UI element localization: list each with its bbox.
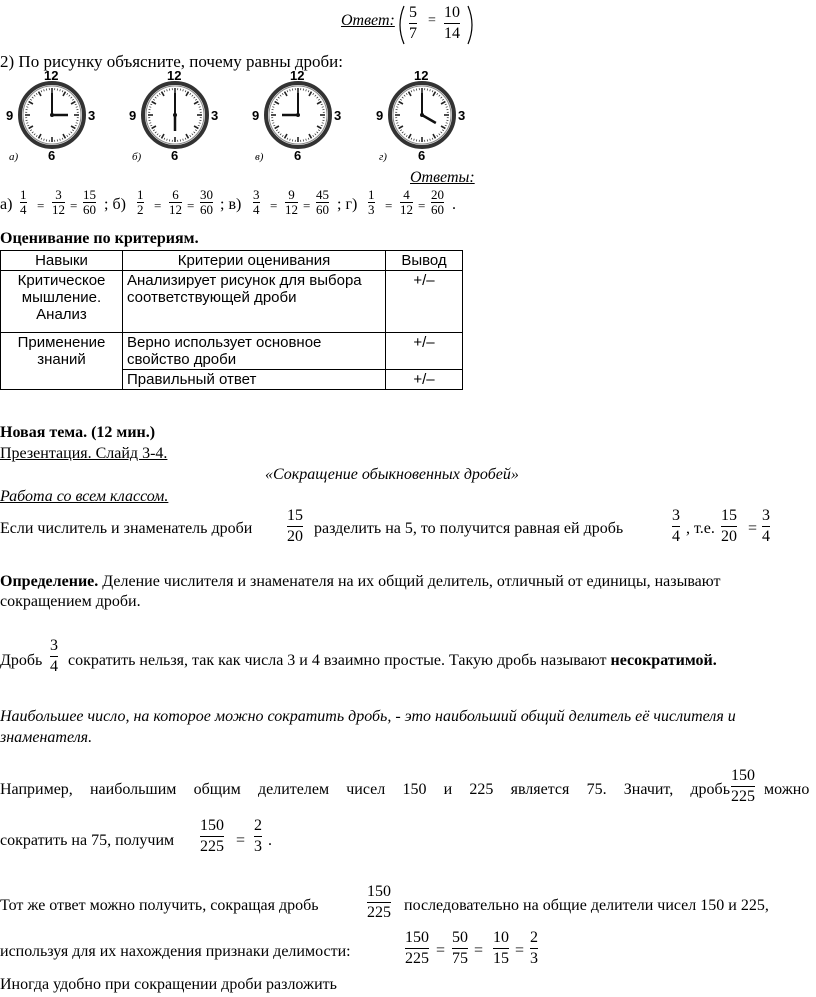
criteria-title: Оценивание по критериям. [0,230,199,247]
equals-sign: = [515,942,525,959]
p1-text-b: разделить на 5, то получится равная ей дробь [314,520,624,537]
period: . [452,196,456,213]
same-fraction: 150 225 [367,883,391,921]
clock-number: 3 [88,108,96,123]
table-cell: +/– [386,271,463,333]
answer-fraction [396,2,476,48]
answer-fraction: 3 4 [253,187,260,217]
equals-sign: = [37,198,45,213]
same-text-c: используя для их нахождения признаки делимости: [0,943,351,960]
presentation-line: Презентация. Слайд 3-4. [0,445,168,462]
answer-fraction: 45 60 [316,187,329,217]
p1-text-c: , т.е. [686,520,715,537]
equals-sign: = [270,198,278,213]
table-header: Критерии оценивания [123,251,386,271]
answer-fraction: 20 60 [431,187,444,217]
table-cell: Применение знаний [1,333,123,390]
answer-label: ; б) [104,196,126,213]
p2-fraction: 3 4 [50,637,58,675]
equals-sign: = [70,198,78,213]
example-text-b: можно [764,781,810,798]
answers-title: Ответы: [410,169,475,186]
answer-label: ; г) [337,196,358,213]
answer-label: ; в) [220,196,242,213]
table-header: Вывод [386,251,463,271]
clock-number: 12 [44,68,59,83]
clock-number: 9 [252,108,260,123]
clock-number: 6 [294,148,302,163]
class-work-label: Работа со всем классом. [0,488,169,505]
answer-label: Ответ: [341,12,395,29]
p2-text-b: сократить нельзя, так как числа 3 и 4 взаимно простые. Такую дробь называют несократимой. [68,652,717,669]
answer-frac-2: 10 14 [444,4,460,42]
clock-number: 9 [6,108,14,123]
clock-number: 12 [167,68,182,83]
table-cell: Критическое мышление. Анализ [1,271,123,333]
p1-text-a: Если числитель и знаменатель дроби [0,520,253,537]
chain-fraction: 10 15 [493,929,509,967]
clock-label: в) [255,151,264,163]
clock-number: 6 [171,148,179,163]
p1-fraction: 3 4 [762,507,770,545]
clock-number: 3 [211,108,219,123]
topic-title: «Сокращение обыкновенных дробей» [265,466,519,483]
equals-sign: = [303,198,311,213]
clock-number: 6 [48,148,56,163]
p1-fraction: 3 4 [672,507,680,545]
answer-fraction: 3 12 [52,187,65,217]
table-cell: Правильный ответ [123,370,386,390]
example-text-a: Например, наибольшим общим делителем чисел 150 и 225 является 75. Значит, дробь [0,781,730,798]
table-cell: Верно использует основное свойство дроби [123,333,386,370]
answer-fraction: 4 12 [400,187,413,217]
equals-sign: = [474,942,484,959]
answer-fraction: 30 60 [200,187,213,217]
clock-label: а) [9,151,19,163]
clock-number: 9 [129,108,137,123]
equals-sign: = [187,198,195,213]
example-fraction: 150 225 [731,767,755,805]
clock-label: б) [132,151,142,163]
answer-label: а) [0,196,13,213]
clock-number: 9 [376,108,384,123]
answer-fraction: 1 4 [20,187,27,217]
answer-fraction: 1 2 [137,187,144,217]
p2-text-a: Дробь [0,652,43,669]
last-line: Иногда удобно при сокращении дроби разложить [0,976,337,993]
equals-sign: = [418,198,426,213]
answer-fraction: 1 3 [368,187,375,217]
criteria-table [0,250,463,390]
chain-fraction: 50 75 [452,929,468,967]
task-2-text: 2) По рисунку объясните, почему равны дроби: [0,52,343,71]
clock-number: 12 [414,68,429,83]
same-text-a: Тот же ответ можно получить, сокращая дробь [0,897,319,914]
table-header: Навыки [1,251,123,271]
chain-fraction: 150 225 [405,929,429,967]
answer-fraction: 6 12 [169,187,182,217]
equals-sign: = [154,198,162,213]
table-cell: +/– [386,370,463,390]
p1-fraction: 15 20 [721,507,737,545]
table-cell: Анализирует рисунок для выбора соответствующей дроби [123,271,386,333]
example-result: 2 3 [254,817,262,855]
chain-fraction: 2 3 [530,929,538,967]
table-cell: +/– [386,333,463,370]
equals-sign: = [385,198,393,213]
clock-number: 12 [290,68,305,83]
example-fraction: 150 225 [200,817,224,855]
clock-number: 3 [334,108,342,123]
answer-fraction: 15 60 [83,187,96,217]
gcd-text: Наибольшее число, на которое можно сократить дробь, - это наибольший общий делитель её числителя и знаменателя. [0,708,736,746]
clock-number: 6 [418,148,426,163]
answer-frac-1: 5 7 [409,4,417,42]
clock-label: г) [379,151,387,163]
clock-number: 3 [458,108,466,123]
answer-fraction: 9 12 [285,187,298,217]
p1-fraction: 15 20 [287,507,303,545]
example-text-c: сократить на 75, получим [0,832,175,849]
new-topic-heading: Новая тема. (12 мин.) [0,424,156,441]
same-text-b: последовательно на общие делители чисел 150 и 225, [404,897,769,914]
equals-sign: = [436,942,446,959]
definition: Определение. Деление числителя и знаменателя на их общий делитель, отличный от единицы, называют сокращением дроби. [0,573,721,610]
